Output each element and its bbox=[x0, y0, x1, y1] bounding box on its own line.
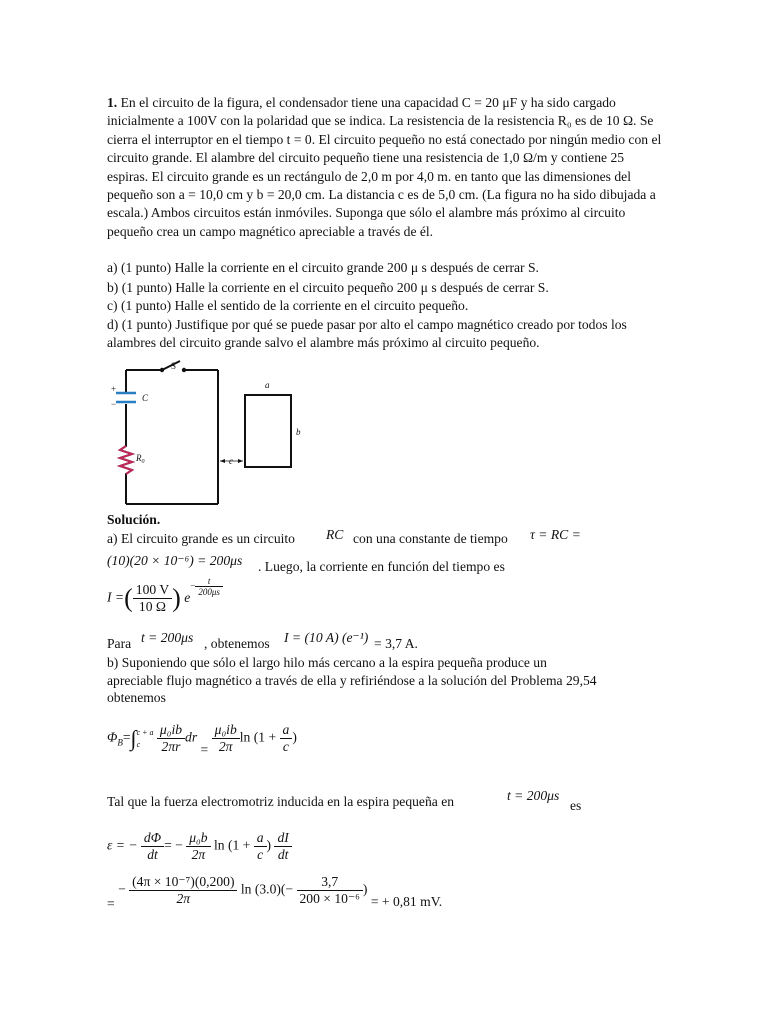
solution-b-line3: obtenemos bbox=[107, 690, 166, 705]
solution-a-final: = 3,7 A. bbox=[374, 636, 418, 651]
part-a: a) (1 punto) Halle la corriente en el circuito grande 200 μ s después de cerrar S. bbox=[107, 260, 539, 275]
label-plus: + bbox=[111, 384, 117, 394]
label-resistor: R bbox=[136, 453, 142, 463]
solution-a-t: t = 200μs bbox=[141, 630, 194, 645]
current-equation: I =( $\frac{100 V}{10 \Omega}$ ) e− $\frac{t}{200\mu s}$ bbox=[107, 582, 223, 615]
solution-b-t: t = 200μs bbox=[507, 788, 560, 803]
label-switch: S bbox=[171, 361, 177, 371]
solution-heading: Solución. bbox=[107, 512, 161, 527]
problem-text: En el circuito de la figura, el condensador tiene una capacidad C = 20 μF y ha sido cargado inicialmente a 100V con la polaridad que se indica. La resistencia de la resistencia R₀ es de 10 Ω. Se cierra el interruptor en el tiempo t = 0. El circuito pequeño no está conectado por ningún medio con el circuito grande. El alambre del circuito pequeño tiene una resistencia de 1,0 Ω/m y contiene 25 espiras. El circuito grande es un rectángulo de 2,0 m por 4,0 m. en tanto que las dimensiones del pequeño son a = 10,0 cm y b = 20,0 cm. La distancia c es de 5,0 cm. (La figura no ha sido dibujada a escala.) Ambos circuitos están inmóviles. Suponga que sólo el alambre más próximo al circuito pequeño crea un campo magnético apreciable a través de él. bbox=[107, 95, 662, 239]
solution-a-mid: con una constante de tiempo bbox=[353, 531, 508, 546]
circuit-figure bbox=[100, 352, 330, 512]
label-a: a bbox=[265, 380, 270, 390]
solution-b-es: es bbox=[570, 798, 582, 813]
solution-a-luego: . Luego, la corriente en función del tiempo es bbox=[258, 559, 505, 574]
solution-b-line1: b) Suponiendo que sólo el largo hilo más cercano a la espira pequeña produce un bbox=[107, 655, 547, 670]
part-c: c) (1 punto) Halle el sentido de la corriente en el circuito pequeño. bbox=[107, 298, 469, 313]
part-b: b) (1 punto) Halle la corriente en el circuito pequeño 200 μ s después de cerrar S. bbox=[107, 280, 549, 295]
solution-a-tau: τ = RC = bbox=[530, 527, 581, 542]
solution-a-obtenemos: , obtenemos bbox=[204, 636, 270, 651]
solution-b-tal: Tal que la fuerza electromotriz inducida en la espira pequeña en bbox=[107, 794, 455, 809]
label-resistor-sub: 0 bbox=[141, 459, 145, 465]
emf-evaluation: = − $\frac{\text{(4π × 10⁻⁷)(0,200)}}{2\pi}$ ln (3.0)(− $\frac{3,7}{\text{200 × 10⁻⁶}}$ ) = + 0,81 mV. bbox=[107, 874, 443, 911]
solution-a-result: I = (10 A) (e⁻¹) bbox=[284, 630, 369, 645]
label-c: c bbox=[229, 456, 233, 466]
solution-a-intro: a) El circuito grande es un circuito bbox=[107, 531, 295, 546]
emf-equation: ε = − $\frac{d\Phi}{dt}$ = − $\frac{\text{μ₀b}}{2\pi}$ ln (1 + $\frac{a}{c}$ ) $\frac{dI}{dt}$ bbox=[107, 830, 292, 863]
label-capacitor: C bbox=[142, 393, 149, 403]
solution-a-rc: RC bbox=[326, 527, 344, 542]
part-d: d) (1 punto) Justifique por qué se puede pasar por alto el campo magnético creado por todos los alambres del circuito grande salvo el alambre más próximo al circuito pequeño. bbox=[107, 317, 627, 351]
solution-b-line2: apreciable flujo magnético a través de ella y refiriéndose a la solución del Problema 29,54 bbox=[107, 673, 597, 688]
solution-a-tau-value: (10)(20 × 10⁻⁶) = 200μs bbox=[107, 553, 243, 568]
label-b: b bbox=[296, 427, 301, 437]
flux-equation: $\Phi_B=\int$ c + a c $\frac{\text{μ₀ib}}{2\pi r}$ dr = $\frac{\text{μ₀ib}}{2\pi}$ ln (1 + $\frac{a}{c}$ ) bbox=[107, 722, 297, 757]
problem-number: 1. bbox=[107, 95, 118, 110]
label-minus: − bbox=[111, 399, 117, 409]
problem-statement bbox=[107, 94, 667, 241]
svg-text:R0 bbox=[135, 453, 145, 465]
solution-a-para: Para bbox=[107, 636, 132, 651]
